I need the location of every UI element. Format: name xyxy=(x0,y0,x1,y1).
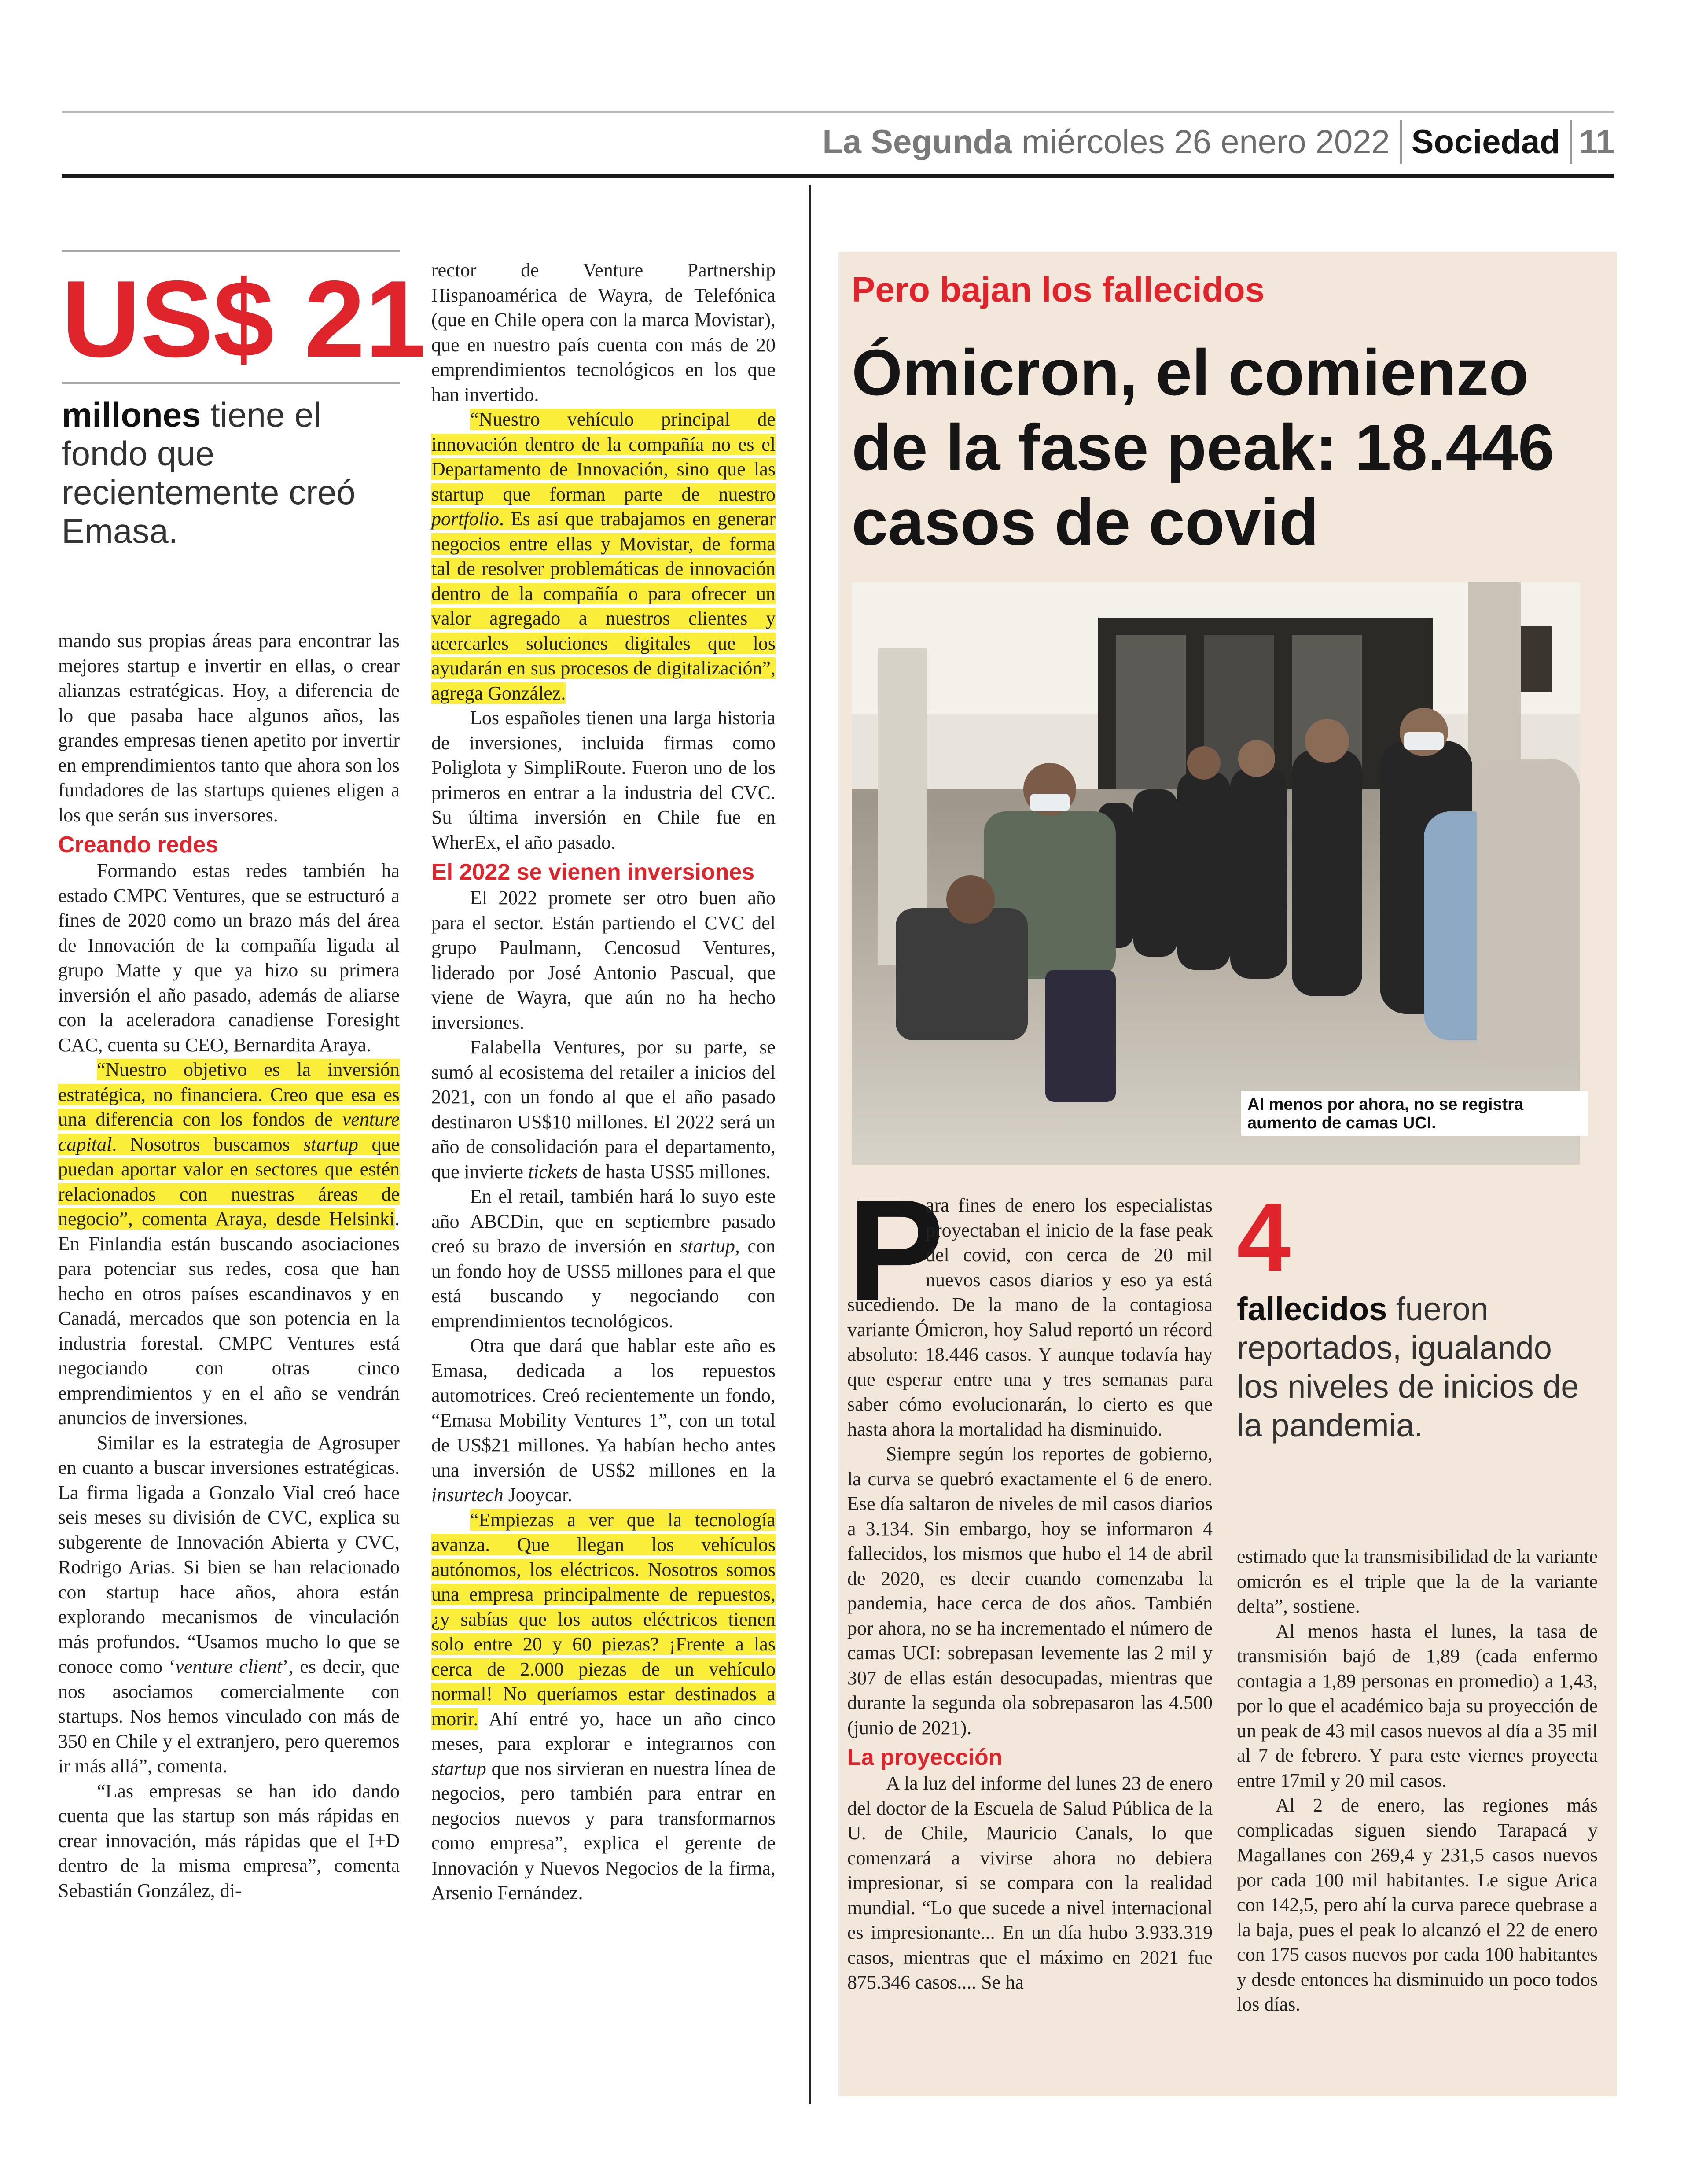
subheading: Creando redes xyxy=(58,832,219,858)
stat-rest: tiene el fondo que recientemente creó Emasa. xyxy=(62,395,356,550)
fund-stat-number: US$ 21 xyxy=(62,258,426,380)
paragraph: A la luz del informe del lunes 23 de enero del doctor de la Escuela de Salud Pública de la U. de Chile, Mauricio Canals, lo que comenzará a vivirse ahora no debiera impresionar, si se compara con la realidad mundial. “Lo que sucede a nivel internacional es impresionante... En un día hubo 3.933.319 casos, mientras que el máximo en 2021 fue 875.346 casos.... Se ha xyxy=(847,1772,1213,1993)
newspaper-name: La Segunda xyxy=(822,123,1012,161)
highlighted-quote: “Nuestro vehículo principal de innovación dentro de la compañía no es el Departamento de Innovación, sino que las startup que forman parte de nuestro portfolio. Es así que trabajamos en generar negocios entre ellas y Movistar, de forma tal de resolver problemáticas de innovación dentro de la compañía o para ofrecer un valor agregado a nuestros clientes y acercarles soluciones digitales que los ayudarán en sus procesos de digitalización”, agrega González. xyxy=(431,409,776,704)
highlighted-quote: “Nuestro objetivo es la inversión estratégica, no financiera. Creo que esa es una diferencia con los fondos de venture capital. Nosotros buscamos startup que puedan aportar valor en sectores que estén relacionados con nuestras áreas de negocio”, comenta Araya, desde Helsinki xyxy=(58,1059,400,1230)
article-headline: Ómicron, el comienzo de la fase peak: 18.446 casos de covid xyxy=(852,336,1555,559)
stat-mid-rule xyxy=(62,382,400,384)
paragraph: Al menos hasta el lunes, la tasa de transmisión bajó de 1,89 (cada enfermo contagia a 1,89 personas en promedio) a 1,43, por lo que el académico baja su proyección de un peak de 43 mil casos nuevos al día a 35 mil al 7 de febrero. Y para este viernes proyecta entre 17mil y 20 mil casos. xyxy=(1237,1620,1598,1791)
paragraph: Falabella Ventures, por su parte, se sumó al ecosistema del retailer a inicios del 2021, con un fondo al que el año pasado destinaron US$10 millones. El 2022 será un año de consolidación para el departamento, que invierte tickets de hasta US$5 millones. xyxy=(431,1036,776,1182)
drop-cap: P xyxy=(847,1169,945,1331)
column-divider xyxy=(809,185,811,2104)
paragraph xyxy=(431,407,776,706)
header-separator xyxy=(1400,120,1402,164)
header-top-rule xyxy=(62,111,1614,113)
deaths-stat-number: 4 xyxy=(1237,1183,1291,1291)
stat-top-rule xyxy=(62,250,400,252)
queue-photo xyxy=(852,582,1580,1165)
paragraph: “Nuestro objetivo es la inversión estratégica, no financiera. Creo que esa es una diferencia con los fondos de venture capital. Nosotros buscamos startup que puedan aportar valor en sectores que estén relacionados con nuestras áreas de negocio”, comenta Araya, desde Helsinki. En Finlandia están buscando asociaciones para potenciar sus redes, cosa que han hecho en otros países escandinavos y en Canadá, mercados que son potencia en la industria forestal. CMPC Ventures está negociando con otras cinco emprendimientos y en el año se vendrán anuncios de inversiones. xyxy=(58,1059,400,1429)
issue-date: miércoles 26 enero 2022 xyxy=(1022,123,1390,161)
paragraph: estimado que la transmisibilidad de la variante omicrón es el triple que la de la variante delta”, sostiene. xyxy=(1237,1546,1598,1617)
paragraph: Los españoles tienen una larga historia de inversiones, incluida firmas como Poliglota y SimpliRoute. Fueron uno de los primeros en entrar a la industria del CVC. Su última inversión en Chile fue en WherEx, el año pasado. xyxy=(431,707,776,853)
deaths-stat-text xyxy=(1237,1290,1598,1445)
page-number: 11 xyxy=(1579,123,1614,161)
covid-article-column-2 xyxy=(1237,1544,1598,2017)
stat-rest: fueron reportados, igualando los niveles de inicios de la pandemia. xyxy=(1237,1291,1579,1444)
subheading: El 2022 se vienen inversiones xyxy=(431,859,755,885)
fund-stat-text xyxy=(62,395,414,550)
paragraph: Otra que dará que hablar este año es Emasa, dedicada a los repuestos automotrices. Creó recientemente un fondo, “Emasa Mobility Ventures 1”, con un total de US$21 millones. Ya habían hecho antes una inversión de US$2 millones en la insurtech Jooycar. xyxy=(431,1335,776,1506)
page-header xyxy=(823,115,1615,168)
photo-caption: Al menos por ahora, no se registra aumento de camas UCI. xyxy=(1241,1091,1588,1136)
paragraph: “Empiezas a ver que la tecnología avanza. Que llegan los vehículos autónomos, los eléctricos. Nosotros somos una empresa principalmente de repuestos, ¿y sabías que los autos eléctricos tienen solo entre 20 y 60 piezas? ¡Frente a las cerca de 2.000 piezas de un vehículo normal! No queríamos estar destinados a morir. Ahí entré yo, hace un año cinco meses, para explorar e integrarnos con startup que nos sirvieran en nuestra línea de negocios, pero también para entrar en negocios nuevos y para transformarnos como empresa”, explica el gerente de Innovación y Nuevos Negocios de la firma, Arsenio Fernández. xyxy=(431,1509,776,1904)
paragraph: mando sus propias áreas para encontrar las mejores startup e invertir en ellas, o crear alianzas estratégicas. Hoy, a diferencia de lo que pasaba hace algunos años, las grandes empresas tienen apetito por invertir en emprendimientos tanto que ahora son los fundadores de las startups quienes eligen a los que serán sus inversores. xyxy=(58,630,400,826)
stat-bold: millones xyxy=(62,395,201,434)
paragraph: rector de Venture Partnership Hispanoamérica de Wayra, de Telefónica (que en Chile opera con la marca Movistar), que en nuestro país cuenta con más de 20 emprendimientos tecnológicos en los que han invertido. xyxy=(431,259,776,405)
paragraph: Al 2 de enero, las regiones más complicadas siguen siendo Tarapacá y Magallanes con 269,4 y 231,5 casos nuevos por cada 100 mil habitantes. Le sigue Arica con 142,5, pero ahí la curva parece quebrase a la baja, pues el peak lo alcanzó el 22 de enero con 175 casos nuevos por cada 100 habitantes y desde entonces ha disminuido un poco todos los días. xyxy=(1237,1794,1598,2015)
paragraph: Formando estas redes también ha estado CMPC Ventures, que se estructuró a fines de 2020 como un brazo más del área de Innovación de la compañía ligada al grupo Matte y que ya hizo su primera inversión el año pasado, además de aliarse con la aceleradora canadiense Foresight CAC, cuenta su CEO, Bernardita Araya. xyxy=(58,860,400,1056)
article-column-2 xyxy=(431,258,776,1906)
section-name: Sociedad xyxy=(1411,123,1560,161)
article-column-1 xyxy=(58,629,400,1903)
covid-article-column-1 xyxy=(847,1193,1213,1995)
paragraph: El 2022 promete ser otro buen año para el sector. Están partiendo el CVC del grupo Paulmann, Cencosud Ventures, liderado por José Antonio Pascual, que viene de Wayra, que aún no ha hecho inversiones. xyxy=(431,887,776,1033)
paragraph: Similar es la estrategia de Agrosuper en cuanto a buscar inversiones estratégicas. La firma ligada a Gonzalo Vial creó hace seis meses su división de CVC, explica su subgerente de Innovación Abierta y CVC, Rodrigo Arias. Si bien se han relacionado con startup hace años, ahora están explorando mecanismos de vinculación más profundos. “Usamos mucho lo que se conoce como ‘venture client’, es decir, que nos asociamos comercialmente con startups. Nos hemos vinculado con más de 350 en Chile y el extranjero, pero queremos ir más allá”, comenta. xyxy=(58,1432,400,1777)
article-kicker: Pero bajan los fallecidos xyxy=(852,270,1265,309)
paragraph: En el retail, también hará lo suyo este año ABCDin, que en septiembre pasado creó su brazo de inversión en startup, con un fondo hoy de US$5 millones para el que está buscando y negociando con emprendimientos tecnológicos. xyxy=(431,1186,776,1332)
highlighted-quote: “Empiezas a ver que la tecnología avanza. Que llegan los vehículos autónomos, los eléctricos. Nosotros somos una empresa principalmente de repuestos, ¿y sabías que los autos eléctricos tienen solo entre 20 y 60 piezas? ¡Frente a las cerca de 2.000 piezas de un vehículo normal! No queríamos estar destinados a morir. xyxy=(431,1509,776,1730)
stat-bold: fallecidos xyxy=(1237,1291,1387,1327)
paragraph: “Las empresas se han ido dando cuenta que las startup son más rápidas en crear innovación, más rápidas que el I+D dentro de la misma empresa”, comenta Sebastián González, di- xyxy=(58,1780,400,1901)
header-separator xyxy=(1570,120,1572,164)
header-bottom-rule xyxy=(62,174,1614,178)
paragraph: Siempre según los reportes de gobierno, la curva se quebró exactamente el 6 de enero. Ese día saltaron de niveles de mil casos diarios a 3.134. Sin embargo, hoy se informaron 4 fallecidos, los mismos que hubo el 14 de abril de 2020, es decir cuando comenzaba la pandemia, hace cerca de dos años. También por ahora, no se ha incrementado el número de camas UCI: sobrepasan levemente las 2 mil y 307 de ellas están desocupadas, mientras que durante la segunda ola sobrepasaron las 4.500 (junio de 2021). xyxy=(847,1443,1213,1738)
subheading: La proyección xyxy=(847,1745,1003,1770)
paragraph: ara fines de enero los especialistas proyectaban el inicio de la fase peak del covid, con cerca de 20 mil nuevos casos diarios y eso ya está sucediendo. De la mano de la contagiosa variante Ómicron, hoy Salud reportó un récord absoluto: 18.446 casos. Y aunque todavía hay que esperar entre una y tres semanas para saber cómo evolucionarán, lo cierto es que hasta ahora la mortalidad ha disminuido. xyxy=(847,1193,1213,1442)
dropcap-spacer xyxy=(847,1193,926,1293)
